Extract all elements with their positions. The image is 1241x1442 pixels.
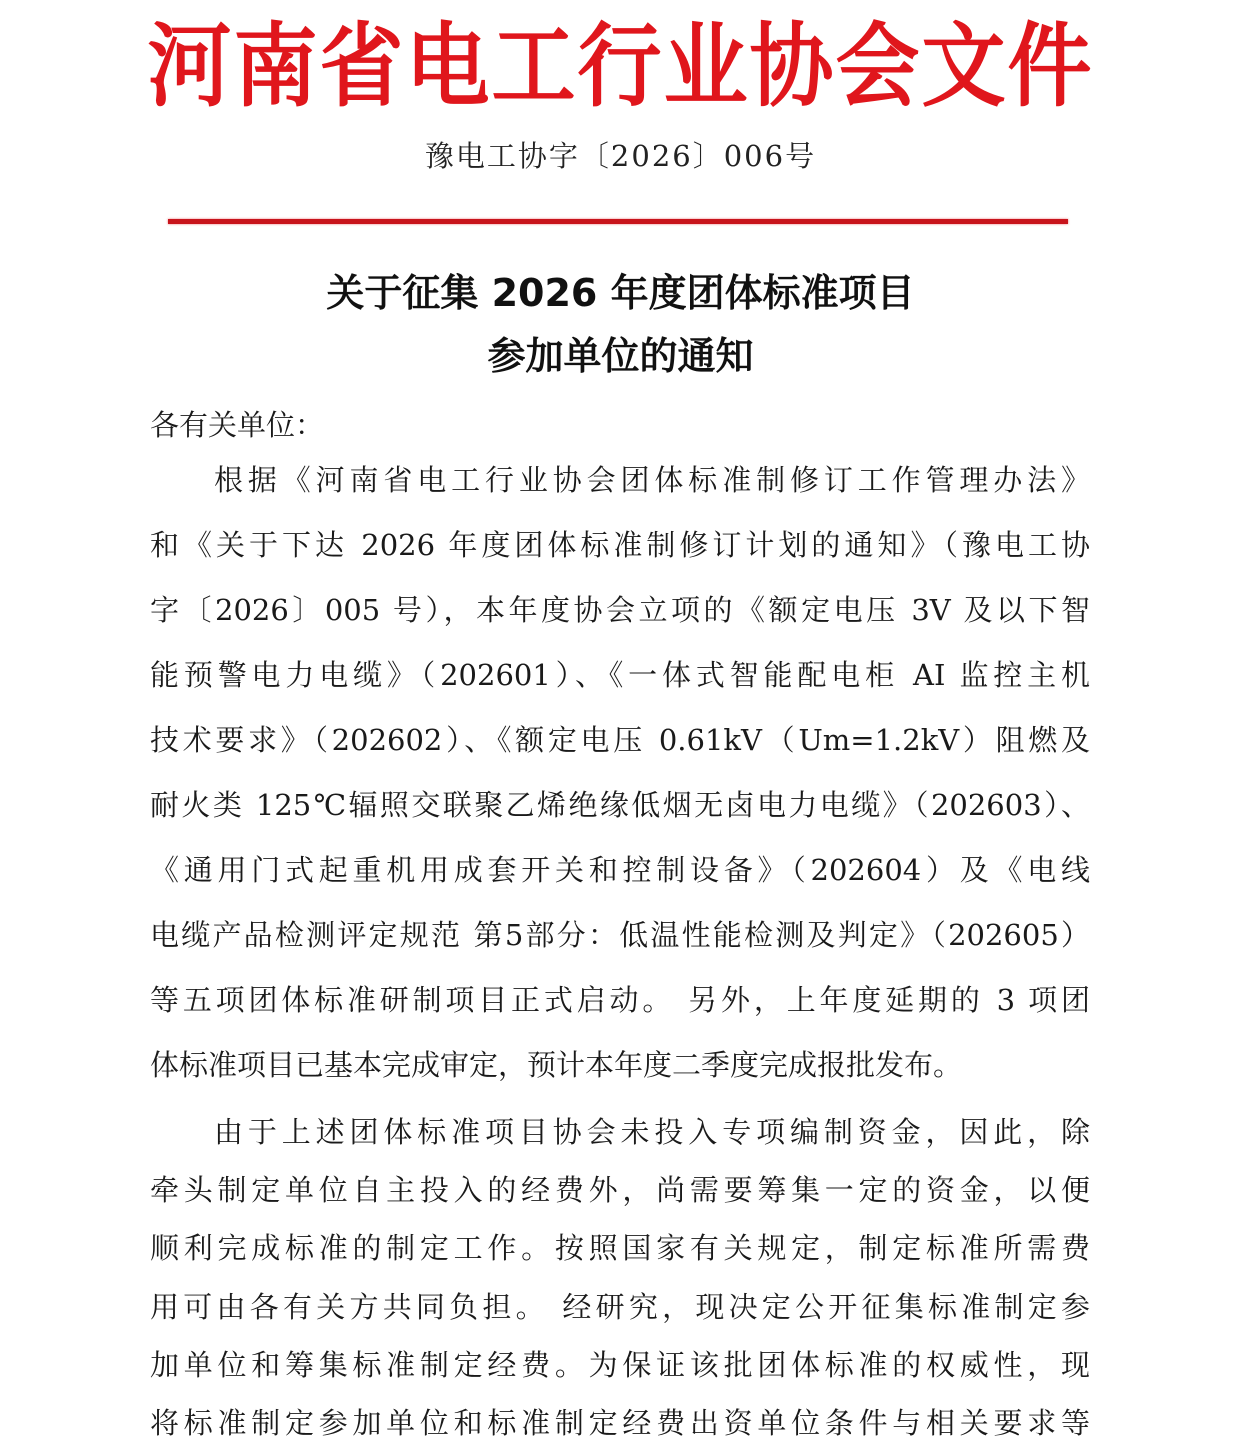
body-line: 耐火类 125℃辐照交联聚乙烯绝缘低烟无卤电力电缆》（202603）、: [150, 788, 1090, 822]
body-line: 体标准项目已基本完成审定，预计本年度二季度完成报批发布。: [150, 1048, 963, 1082]
body-line: 牵头制定单位自主投入的经费外，尚需要筹集一定的资金，以便: [150, 1173, 1090, 1207]
document-number: 豫电工协字〔2026〕006号: [424, 139, 817, 173]
body-line: 加单位和筹集标准制定经费。为保证该批团体标准的权威性，现: [150, 1348, 1090, 1382]
notice-title-line-1: 关于征集 2026 年度团体标准项目: [326, 271, 915, 315]
body-line: 将标准制定参加单位和标准制定经费出资单位条件与相关要求等: [150, 1406, 1090, 1440]
body-line: 根据《河南省电工行业协会团体标准制修订工作管理办法》: [214, 463, 1090, 497]
body-line: 《通用门式起重机用成套开关和控制设备》（202604）及《电线: [150, 853, 1090, 887]
body-line: 和《关于下达 2026 年度团体标准制修订计划的通知》（豫电工协: [150, 528, 1090, 562]
body-line: 能预警电力电缆》（202601）、《一体式智能配电柜 AI 监控主机: [150, 658, 1090, 692]
body-line: 技术要求》（202602）、《额定电压 0.61kV（Um=1.2kV）阻燃及: [150, 723, 1090, 757]
body-line: 由于上述团体标准项目协会未投入专项编制资金，因此，除: [214, 1115, 1090, 1149]
body-line: 用可由各有关方共同负担。 经研究，现决定公开征集标准制定参: [150, 1290, 1090, 1324]
body-line: 等五项团体标准研制项目正式启动。 另外，上年度延期的 3 项团: [150, 983, 1090, 1017]
red-divider-rule: [168, 219, 1068, 224]
body-line: 顺利完成标准的制定工作。按照国家有关规定，制定标准所需费: [150, 1231, 1090, 1265]
masthead-title: 河南省电工行业协会文件: [147, 12, 1094, 119]
body-line: 电缆产品检测评定规范 第5部分：低温性能检测及判定》（202605）: [150, 918, 1090, 952]
salutation: 各有关单位：: [150, 408, 325, 442]
notice-title-line-2: 参加单位的通知: [487, 334, 754, 378]
body-line: 字〔2026〕005 号），本年度协会立项的《额定电压 3V 及以下智: [150, 593, 1090, 627]
